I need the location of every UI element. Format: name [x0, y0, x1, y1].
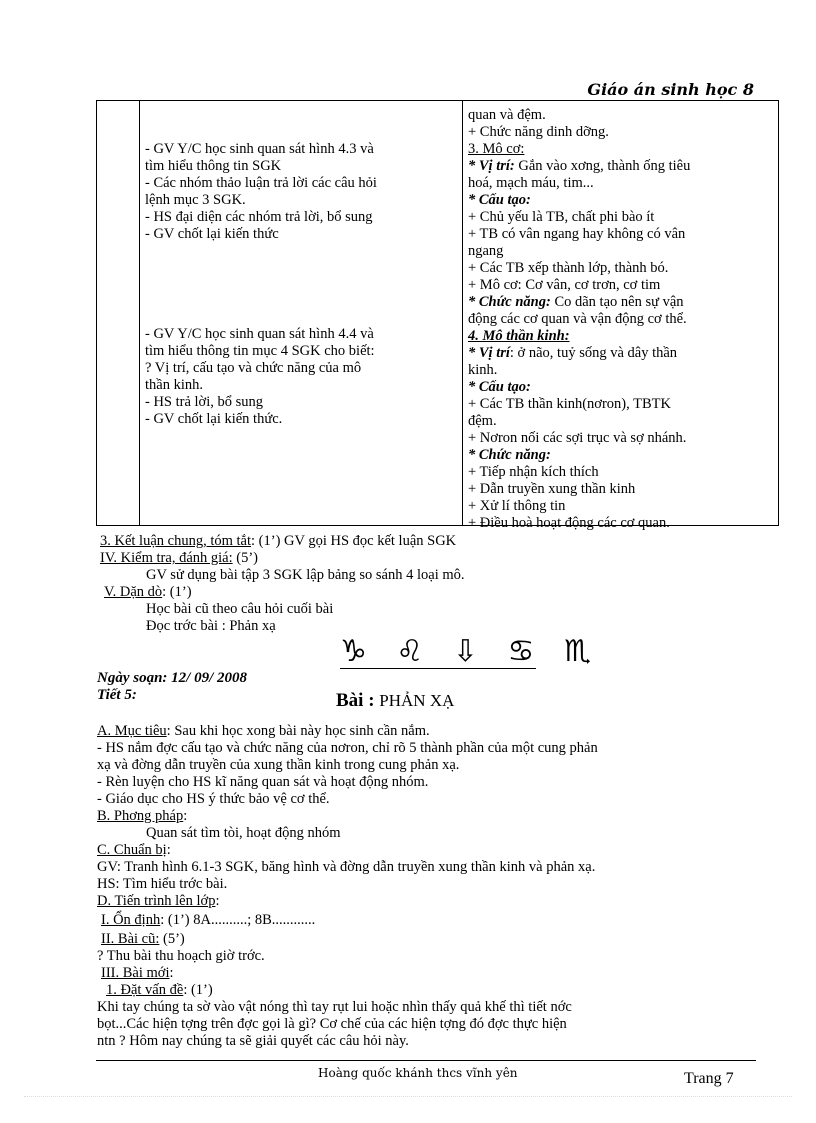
footer-author: Hoàng quốc khánh thcs vĩnh yên	[318, 1066, 518, 1080]
assessment-body: GV sử dụng bài tập 3 SGK lập bảng so sánh 4 loại mô.	[146, 567, 465, 583]
homework-line-1: Học bài cũ theo câu hỏi cuối bài	[146, 601, 334, 617]
text-line: hoá, mạch máu, tim...	[468, 175, 594, 191]
zodiac-ornament-icon: ♑ ♌ ⇩ ♋ ♏	[340, 634, 601, 669]
stabilize-line: I. Ổn định: (1’) 8A..........; 8B............	[101, 912, 316, 928]
text-line: kinh.	[468, 362, 498, 378]
footer-rule	[96, 1060, 756, 1061]
table-divider-1	[139, 101, 140, 525]
page-edge	[24, 1096, 792, 1097]
text-line: thần kinh.	[145, 377, 203, 393]
text-line: - GV chốt lại kiến thức	[145, 226, 279, 242]
method-heading: B. Phơng pháp:	[97, 808, 188, 824]
text-line: + Chủ yếu là TB, chất phi bào ít	[468, 209, 655, 225]
conclusion-line: 3. Kết luận chung, tóm tắt: (1’) GV gọi HS đọc kết luận SGK	[100, 533, 457, 549]
text-line: + Dẫn truyền xung thần kinh	[468, 481, 636, 497]
text-line: * Vị trí: Gắn vào xơng, thành ống tiêu	[468, 158, 691, 174]
problem-line: ntn ? Hôm nay chúng ta sẽ giải quyết các câu hỏi này.	[97, 1033, 409, 1049]
text-line: - GV Y/C học sinh quan sát hình 4.4 và	[145, 326, 374, 342]
text-line: + Chức năng dinh dỡng.	[468, 124, 609, 140]
ornament-rule	[340, 668, 536, 669]
objective-line: - HS nắm đợc cấu tạo và chức năng của nơron, chỉ rõ 5 thành phần của một cung phản	[97, 740, 598, 756]
prep-date: Ngày soạn: 12/ 09/ 2008	[97, 670, 247, 686]
text-line: + Xử lí thông tin	[468, 498, 566, 514]
text-line: - HS đại diện các nhóm trả lời, bổ sung	[145, 209, 373, 225]
text-line: + Các TB thần kinh(nơron), TBTK	[468, 396, 671, 412]
problem-heading: 1. Đặt vấn đề: (1’)	[106, 982, 213, 998]
text-line: ? Vị trí, cấu tạo và chức năng của mô	[145, 360, 362, 376]
text-line: động các cơ quan và vận động cơ thể.	[468, 311, 687, 327]
muscle-heading: 3. Mô cơ:	[468, 141, 525, 157]
lesson-title: Bài : PHẢN XẠ	[336, 690, 455, 711]
text-line: * Chức năng: Co dãn tạo nên sự vận	[468, 294, 684, 310]
preparation-heading: C. Chuẩn bị:	[97, 842, 171, 858]
preparation-line: GV: Tranh hình 6.1-3 SGK, băng hình và đờng dẫn truyền xung thần kinh và phản xạ.	[97, 859, 596, 875]
text-line: + Mô cơ: Cơ vân, cơ trơn, cơ tim	[468, 277, 661, 293]
objective-line: xạ và đờng dẫn truyền của xung thần kinh trong cung phản xạ.	[97, 757, 460, 773]
table-divider-2	[462, 101, 463, 525]
text-line: + Tiếp nhận kích thích	[468, 464, 599, 480]
text-line: đệm.	[468, 413, 497, 429]
text-line: lệnh mục 3 SGK.	[145, 192, 246, 208]
text-line: + Các TB xếp thành lớp, thành bó.	[468, 260, 669, 276]
text-line: - HS trả lời, bổ sung	[145, 394, 264, 410]
old-lesson-line: ? Thu bài thu hoạch giờ trớc.	[97, 948, 265, 964]
text-line: - GV Y/C học sinh quan sát hình 4.3 và	[145, 141, 374, 157]
objectives-heading: A. Mục tiêu: Sau khi học xong bài này học sinh cần nắm.	[97, 723, 430, 739]
text-line: * Cấu tạo:	[468, 192, 531, 208]
text-line: - Các nhóm thảo luận trả lời các câu hỏi	[145, 175, 377, 191]
procedure-heading: D. Tiến trình lên lớp:	[97, 893, 220, 909]
page-number: Trang 7	[684, 1070, 734, 1087]
text-line: + Điều hoà hoạt động các cơ quan.	[468, 515, 670, 531]
header-title: Giáo án sinh học 8	[587, 80, 754, 99]
teacher-activity-nerve	[145, 326, 375, 428]
preparation-line: HS: Tìm hiểu trớc bài.	[97, 876, 228, 892]
homework-heading: V. Dặn dò: (1’)	[104, 584, 192, 600]
text-line: tìm hiểu thông tin SGK	[145, 158, 282, 174]
text-line: + TB có vân ngang hay không có vân	[468, 226, 686, 242]
text-line: quan và đệm.	[468, 107, 546, 123]
method-line: Quan sát tìm tòi, hoạt động nhóm	[146, 825, 341, 841]
period-number: Tiết 5:	[97, 687, 137, 703]
nerve-heading: 4. Mô thần kinh:	[468, 328, 570, 344]
text-line: * Cấu tạo:	[468, 379, 531, 395]
objective-line: - Rèn luyện cho HS kĩ năng quan sát và hoạt động nhóm.	[97, 774, 429, 790]
lesson-table	[96, 100, 779, 531]
problem-line: Khi tay chúng ta sờ vào vật nóng thì tay rụt lui hoặc nhìn thấy quả khế thì tiết nớc	[97, 999, 572, 1015]
assessment-heading: IV. Kiểm tra, đánh giá: (5’)	[100, 550, 258, 566]
knowledge-content	[468, 107, 776, 532]
text-line: - GV chốt lại kiến thức.	[145, 411, 283, 427]
text-line: * Vị trí: ở não, tuỷ sống và dây thần	[468, 345, 678, 361]
text-line: + Nơron nối các sợi trục và sợ nhánh.	[468, 430, 687, 446]
old-lesson-heading: II. Bài cũ: (5’)	[101, 931, 185, 947]
text-line: tìm hiểu thông tin mục 4 SGK cho biết:	[145, 343, 375, 359]
text-line: * Chức năng:	[468, 447, 551, 463]
text-line: ngang	[468, 243, 504, 259]
teacher-activity-muscle	[145, 141, 377, 243]
objective-line: - Giáo dục cho HS ý thức bảo vệ cơ thể.	[97, 791, 330, 807]
new-lesson-heading: III. Bài mới:	[101, 965, 174, 981]
homework-line-2: Đọc trớc bài : Phản xạ	[146, 618, 276, 634]
problem-line: bọt...Các hiện tợng trên đợc gọi là gì? Cơ chế của các hiện tợng đó đợc thực hiện	[97, 1016, 567, 1032]
